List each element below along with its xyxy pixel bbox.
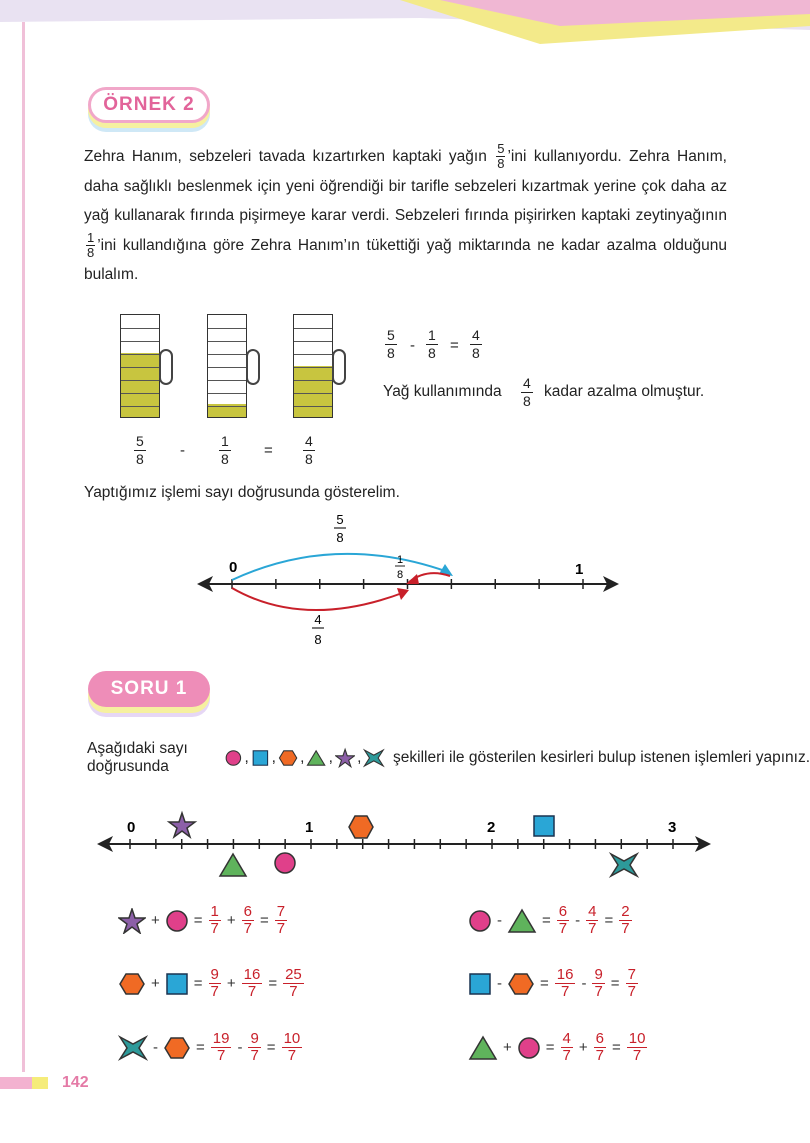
result-text-before: Yağ kullanımında [383,383,502,400]
fraction-1-8: $\frac{1}{8}$ [87,229,95,260]
para-part-1: Zehra Hanım, sebzeleri tavada kızartırken kaptaki yağın [84,148,495,165]
question-number-line [95,810,715,885]
operator: - [497,975,502,992]
triangle-icon [468,1035,498,1061]
square-icon [251,746,270,770]
nl-star [169,813,195,837]
cup-label-5-8: 5 8 [136,433,144,467]
nl-circle [275,853,295,873]
nl-triangle [220,854,246,876]
operator: = [193,975,203,992]
operator: - [497,912,502,929]
operator: = [610,975,620,992]
numberline-intro: Yaptığımız işlemi sayı doğrusunda gösterelim. [84,484,400,501]
red-fraction: $\frac{6}{7}$ [243,903,252,937]
operator: = [545,1039,555,1056]
red-fraction: $\frac{6}{7}$ [558,903,568,937]
operator: + [503,1039,512,1056]
red-fraction: $\frac{4}{7}$ [588,903,597,937]
operator: - [237,1039,243,1056]
circle-icon [224,746,243,770]
operator: + [151,975,160,992]
operator: = [542,912,551,929]
svg-text:8: 8 [336,530,344,545]
cup-minus: - [180,442,185,459]
right-equation-1 [468,904,633,937]
red-fraction: $\frac{7}{7}$ [276,903,286,937]
page-number: 142 [62,1074,89,1091]
cup-handle [159,349,173,385]
star-icon [118,908,146,934]
red-fraction: $\frac{1}{7}$ [210,903,219,937]
red-fraction: $\frac{7}{7}$ [627,966,636,1000]
left-equation-3 [118,1031,303,1064]
nl-bowtie [611,854,637,876]
operator: - [153,1039,158,1056]
result-text-after: kadar azalma olmuştur. [544,383,705,400]
question-line-1: Aşağıdaki sayı doğrusunda , , , , , şekilleri ile gösterilen kesirleri bulup istenen işlemleri yapınız. [87,740,810,775]
para-part-3: ’ini kullandığına göre Zehra Hanım’ın tükettiği yağ miktarında ne kadar azalma olduğunu bulalım. [84,236,727,283]
circle-icon [468,909,492,933]
red-fraction: $\frac{16}{7}$ [556,966,574,1000]
hexagon-icon [278,746,298,770]
square-icon [468,972,492,996]
svg-text:8: 8 [314,632,322,647]
red-fraction: $\frac{4}{7}$ [562,1030,571,1064]
nl-label-1: 1 [575,561,584,578]
triangle-icon [507,908,537,934]
svg-text:1: 1 [305,819,314,836]
example-paragraph [84,142,727,290]
right-equation-3 [468,1031,648,1064]
star-icon [335,745,355,771]
right-equation-2 [468,967,639,1000]
operator: + [226,912,236,929]
svg-text:4: 4 [314,612,322,627]
svg-text:8: 8 [396,569,404,581]
svg-text:0: 0 [127,819,136,836]
page-bar-yellow [32,1077,48,1089]
svg-text:3: 3 [668,819,677,836]
operator: = [604,912,614,929]
hexagon-icon [163,1036,191,1060]
left-equation-1 [118,904,288,937]
left-margin-line [22,22,25,1072]
red-fraction: $\frac{10}{7}$ [628,1030,646,1064]
top-decoration [0,0,810,52]
left-equation-2 [118,967,305,1000]
cup-equals: = [264,442,273,459]
nl-label-0: 0 [229,559,238,576]
page-bar-pink [0,1077,32,1089]
operator: = [611,1039,621,1056]
nl-square [534,816,554,836]
red-fraction: $\frac{16}{7}$ [243,966,261,1000]
bowtie-icon [363,745,385,771]
operator: + [151,912,160,929]
red-fraction: $\frac{9}{7}$ [250,1030,259,1064]
cup-handle [332,349,346,385]
operator: - [575,912,581,929]
operator: = [259,912,269,929]
cup-2 [207,314,247,418]
operator: = [268,975,278,992]
eq-minus: - [410,337,415,354]
bowtie-icon [118,1035,148,1061]
cup-label-4-8: 4 8 [305,433,313,467]
cup-1 [120,314,160,418]
square-icon [165,972,189,996]
example-badge: ÖRNEK 2 [88,87,210,123]
red-fraction: $\frac{9}{7}$ [594,966,603,1000]
svg-text:1: 1 [396,554,404,566]
red-fraction: $\frac{9}{7}$ [210,966,219,1000]
red-fraction: $\frac{25}{7}$ [285,966,302,1000]
nl-hexagon [349,816,373,838]
eq-frac-1-8: 1 8 [428,327,436,361]
eq-equals: = [450,337,459,354]
operator: = [193,912,203,929]
operator: - [581,975,587,992]
cup-label-1-8: 1 8 [221,433,229,467]
svg-text:5: 5 [336,512,344,527]
red-fraction: $\frac{19}{7}$ [212,1030,230,1064]
cup-3 [293,314,333,418]
triangle-icon [306,746,326,770]
operator: + [226,975,236,992]
red-fraction: $\frac{10}{7}$ [283,1030,301,1064]
operator: + [578,1039,588,1056]
operator: = [196,1039,205,1056]
cup-handle [246,349,260,385]
red-fraction: $\frac{6}{7}$ [595,1030,604,1064]
para-part-2: ’ini kullanıyordu. Zehra Hanım, daha sağlıklı beslenmek için yeni öğrendiği bir tarifle sebzeleri kızartmak yerine çok daha az yağ kullanarak fırında pişirmeye karar verdi. Sebzeleri fırında pişirirken kaptaki zeytinyağının [84,148,727,224]
red-fraction: $\frac{2}{7}$ [621,903,630,937]
operator: = [540,975,549,992]
eq-frac-4-8: 4 8 [472,327,480,361]
example-number-line [195,510,625,650]
svg-text:2: 2 [487,819,496,836]
result-frac-4-8: 4 8 [523,375,531,409]
operator: = [266,1039,276,1056]
hexagon-icon [507,972,535,996]
circle-icon [517,1036,541,1060]
question-badge: SORU 1 [88,671,210,707]
circle-icon [165,909,189,933]
hexagon-icon [118,972,146,996]
fraction-5-8: $\frac{5}{8}$ [497,141,505,172]
eq-frac-5-8: 5 8 [387,327,395,361]
